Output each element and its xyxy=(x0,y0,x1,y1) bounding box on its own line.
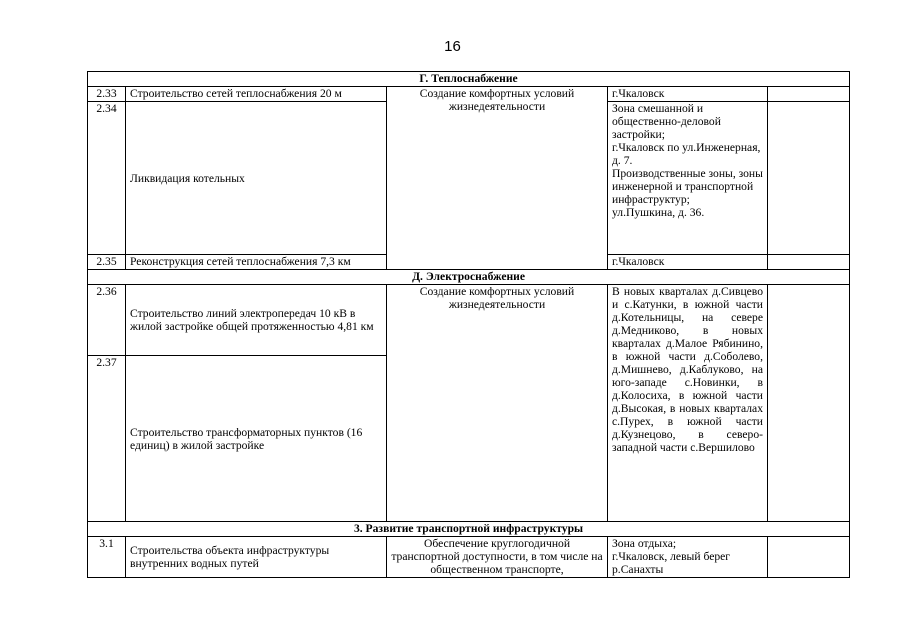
measure-name: Строительства объекта инфраструктуры внутренних водных путей xyxy=(126,537,387,578)
measure-name: Строительство сетей теплоснабжения 20 м xyxy=(126,87,387,102)
row-number: 3.1 xyxy=(88,537,126,578)
measure-name: Строительство трансформаторных пунктов (16 единиц) в жилой застройке xyxy=(126,356,387,522)
row-number: 2.37 xyxy=(88,356,126,522)
section-heading: 3. Развитие транспортной инфраструктуры xyxy=(88,522,850,537)
empty-cell xyxy=(768,537,850,578)
row-number: 2.36 xyxy=(88,285,126,356)
purpose-cell: Обеспечение круглогодичной транспортной доступности, в том числе на общественном транспорте, xyxy=(387,537,608,578)
section-row xyxy=(88,522,850,537)
empty-cell xyxy=(768,285,850,522)
section-row xyxy=(88,270,850,285)
empty-cell xyxy=(768,87,850,102)
page-number: 16 xyxy=(444,38,461,55)
row-number: 2.35 xyxy=(88,255,126,270)
row-number: 2.34 xyxy=(88,102,126,255)
table-row xyxy=(88,285,850,356)
table-row xyxy=(88,87,850,102)
section-heading: Г. Теплоснабжение xyxy=(88,72,850,87)
measure-name: Реконструкция сетей теплоснабжения 7,3 км xyxy=(126,255,387,270)
empty-cell xyxy=(768,102,850,255)
location-cell: Зона отдыха; г.Чкаловск, левый берег р.Санахты xyxy=(608,537,768,578)
measures-table xyxy=(87,71,850,578)
measure-name: Ликвидация котельных xyxy=(126,102,387,255)
section-heading: Д. Электроснабжение xyxy=(88,270,850,285)
measure-name: Строительство линий электропередач 10 кВ в жилой застройке общей протяженностью 4,81 км xyxy=(126,285,387,356)
location-cell: В новых кварталах д.Сивцево и с.Катунки, в южной части д.Котельницы, на севере д.Медниково, в новых кварталах д.Малое Рябинино, в южной части д.Соболево, д.Мишнево, д.Каблуково, на юго-западе с.Новинки, в д.Колосиха, в южной части д.Высокая, в новых кварталах с.Пурех, в южной части д.Кузнецово, в северо-западной части с.Вершилово xyxy=(608,285,768,522)
row-number: 2.33 xyxy=(88,87,126,102)
location-cell: Зона смешанной и общественно-деловой застройки; г.Чкаловск по ул.Инженерная, д. 7. Производственные зоны, зоны инженерной и транспортной инфраструктур; ул.Пушкина, д. 36. xyxy=(608,102,768,255)
empty-cell xyxy=(768,255,850,270)
section-row xyxy=(88,72,850,87)
location-cell: г.Чкаловск xyxy=(608,255,768,270)
location-cell: г.Чкаловск xyxy=(608,87,768,102)
table-row xyxy=(88,537,850,578)
purpose-cell: Создание комфортных условий жизнедеятельности xyxy=(387,87,608,270)
purpose-cell: Создание комфортных условий жизнедеятельности xyxy=(387,285,608,522)
